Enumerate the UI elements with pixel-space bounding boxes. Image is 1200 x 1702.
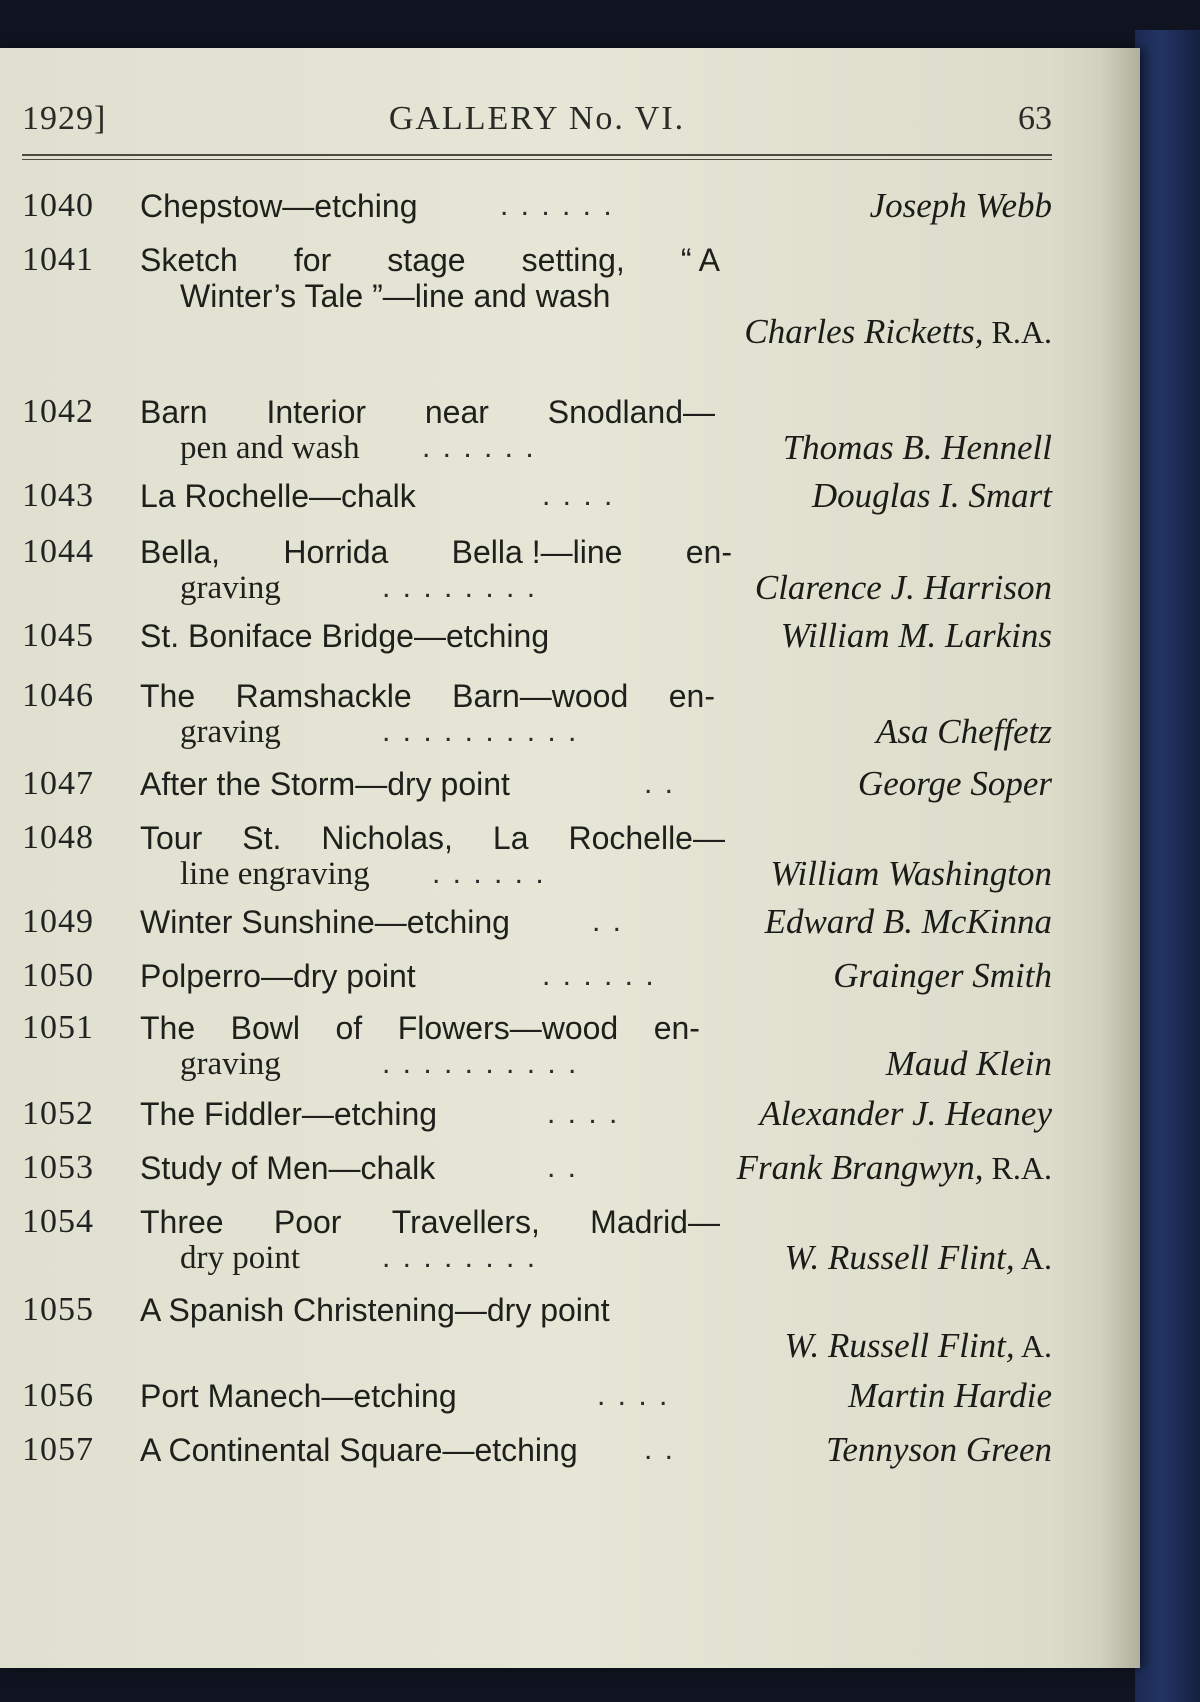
- catalogue-entry: [22, 1096, 1052, 1132]
- entry-title: Study of Men—chalk: [140, 1150, 436, 1186]
- entry-title: After the Storm—dry point: [140, 766, 510, 802]
- entry-title-continued: graving: [180, 570, 281, 606]
- catalogue-entry: [22, 188, 1052, 224]
- entry-number: 1045: [22, 617, 94, 654]
- dot-leader: . . . .: [547, 1097, 620, 1130]
- header-rule-thin: [22, 159, 1052, 160]
- entry-title: La Rochelle—chalk: [140, 478, 416, 514]
- entry-artist: Douglas I. Smart: [811, 476, 1052, 515]
- book-cover-edge: [1135, 30, 1200, 1702]
- entry-artist: William M. Larkins: [780, 616, 1052, 655]
- entry-artist: Alexander J. Heaney: [759, 1094, 1052, 1133]
- dot-leader: . . . . . . . .: [382, 571, 538, 604]
- entry-artist: William Washington: [770, 854, 1052, 893]
- entry-artist: Charles Ricketts, R.A.: [744, 312, 1052, 351]
- catalogue-entry: [22, 766, 1052, 802]
- entry-artist: Thomas B. Hennell: [782, 428, 1052, 467]
- entry-artist: Grainger Smith: [833, 956, 1052, 995]
- entry-title: A Spanish Christening—dry point: [140, 1292, 610, 1328]
- dot-leader: . . . . . .: [542, 959, 656, 992]
- entry-number: 1057: [22, 1431, 94, 1468]
- entry-artist: Frank Brangwyn, R.A.: [736, 1148, 1052, 1187]
- entry-artist: Joseph Webb: [869, 186, 1052, 225]
- dot-leader: . .: [644, 1433, 676, 1466]
- dot-leader: . . . . . . . . . .: [382, 715, 579, 748]
- entry-number: 1046: [22, 677, 94, 714]
- catalogue-entry: [22, 1378, 1052, 1414]
- entry-title: Winter Sunshine—etching: [140, 904, 510, 940]
- entry-title-continued: Winter’s Tale ”—line and wash: [180, 278, 611, 314]
- page-number: 63: [1018, 100, 1052, 137]
- catalogue-entry: [22, 618, 1052, 654]
- catalogue-entry: [22, 1150, 1052, 1186]
- dot-leader: . . . .: [542, 479, 615, 512]
- entry-title: Barn Interior near Snodland—: [140, 394, 715, 430]
- dot-leader: . .: [644, 767, 676, 800]
- entry-title-continued: graving: [180, 1046, 281, 1082]
- entry-artist: Tennyson Green: [826, 1430, 1052, 1469]
- dot-leader: . . . .: [597, 1379, 670, 1412]
- entry-number: 1051: [22, 1009, 94, 1046]
- entry-artist: Clarence J. Harrison: [754, 568, 1052, 607]
- dot-leader: . . . . . . . .: [382, 1241, 538, 1274]
- entry-title: Bella, Horrida Bella !—line en-: [140, 534, 732, 570]
- entry-title-continued: graving: [180, 714, 281, 750]
- catalogue-entry: [22, 1292, 1052, 1364]
- dot-leader: . .: [592, 905, 624, 938]
- entry-title: Polperro—dry point: [140, 958, 416, 994]
- entry-number: 1052: [22, 1095, 94, 1132]
- entry-title: Port Manech—etching: [140, 1378, 457, 1414]
- catalogue-entry: [22, 394, 1052, 466]
- entry-title: Sketch for stage setting, “ A: [140, 242, 720, 278]
- catalogue-entry: [22, 1010, 1052, 1082]
- catalogue-entry: [22, 242, 1052, 350]
- header-year: 1929]: [22, 100, 107, 137]
- entry-title: St. Boniface Bridge—etching: [140, 618, 550, 654]
- entry-number: 1055: [22, 1291, 94, 1328]
- entry-title: The Ramshackle Barn—wood en-: [140, 678, 715, 714]
- book-page: [0, 48, 1140, 1668]
- entry-title-continued: dry point: [180, 1240, 301, 1276]
- entry-number: 1043: [22, 477, 94, 514]
- running-header: [22, 100, 1052, 150]
- dot-leader: . . . . . .: [422, 431, 536, 464]
- entry-artist: W. Russell Flint, A.: [784, 1238, 1052, 1277]
- entry-title: A Continental Square—etching: [140, 1432, 578, 1468]
- entry-number: 1056: [22, 1377, 94, 1414]
- entry-number: 1049: [22, 903, 94, 940]
- catalogue-entry: [22, 1204, 1052, 1276]
- entry-title-continued: line engraving: [180, 856, 370, 892]
- entry-number: 1054: [22, 1203, 94, 1240]
- header-rule-thick: [22, 154, 1052, 156]
- entry-number: 1042: [22, 393, 94, 430]
- entry-artist: Maud Klein: [885, 1044, 1052, 1083]
- entry-title-continued: pen and wash: [180, 430, 360, 466]
- catalogue-entry: [22, 904, 1052, 940]
- entry-artist: W. Russell Flint, A.: [784, 1326, 1052, 1365]
- entry-number: 1044: [22, 533, 94, 570]
- entry-number: 1053: [22, 1149, 94, 1186]
- catalogue-entry: [22, 1432, 1052, 1468]
- entry-artist: Martin Hardie: [848, 1376, 1052, 1415]
- entry-title: Tour St. Nicholas, La Rochelle—: [140, 820, 725, 856]
- entry-number: 1048: [22, 819, 94, 856]
- catalogue-entry: [22, 820, 1052, 892]
- entry-artist: Edward B. McKinna: [764, 902, 1052, 941]
- dot-leader: . . . . . .: [432, 857, 546, 890]
- entry-number: 1050: [22, 957, 94, 994]
- header-title: GALLERY No. VI.: [388, 100, 686, 137]
- dot-leader: . .: [547, 1151, 579, 1184]
- catalogue-entry: [22, 478, 1052, 514]
- dot-leader: . . . . . . . . . .: [382, 1047, 579, 1080]
- entry-title: Chepstow—etching: [140, 188, 418, 224]
- entry-title: The Fiddler—etching: [140, 1096, 438, 1132]
- catalogue-entry: [22, 958, 1052, 994]
- catalogue-entry: [22, 534, 1052, 606]
- entry-number: 1040: [22, 187, 94, 224]
- entry-number: 1041: [22, 241, 94, 278]
- catalogue-entry: [22, 678, 1052, 750]
- page-gutter-shadow: [1100, 48, 1140, 1668]
- entry-artist: Asa Cheffetz: [876, 712, 1052, 751]
- entry-artist: George Soper: [857, 764, 1052, 803]
- entry-title: Three Poor Travellers, Madrid—: [140, 1204, 720, 1240]
- entry-title: The Bowl of Flowers—wood en-: [140, 1010, 700, 1046]
- entry-number: 1047: [22, 765, 94, 802]
- dot-leader: . . . . . .: [500, 189, 614, 222]
